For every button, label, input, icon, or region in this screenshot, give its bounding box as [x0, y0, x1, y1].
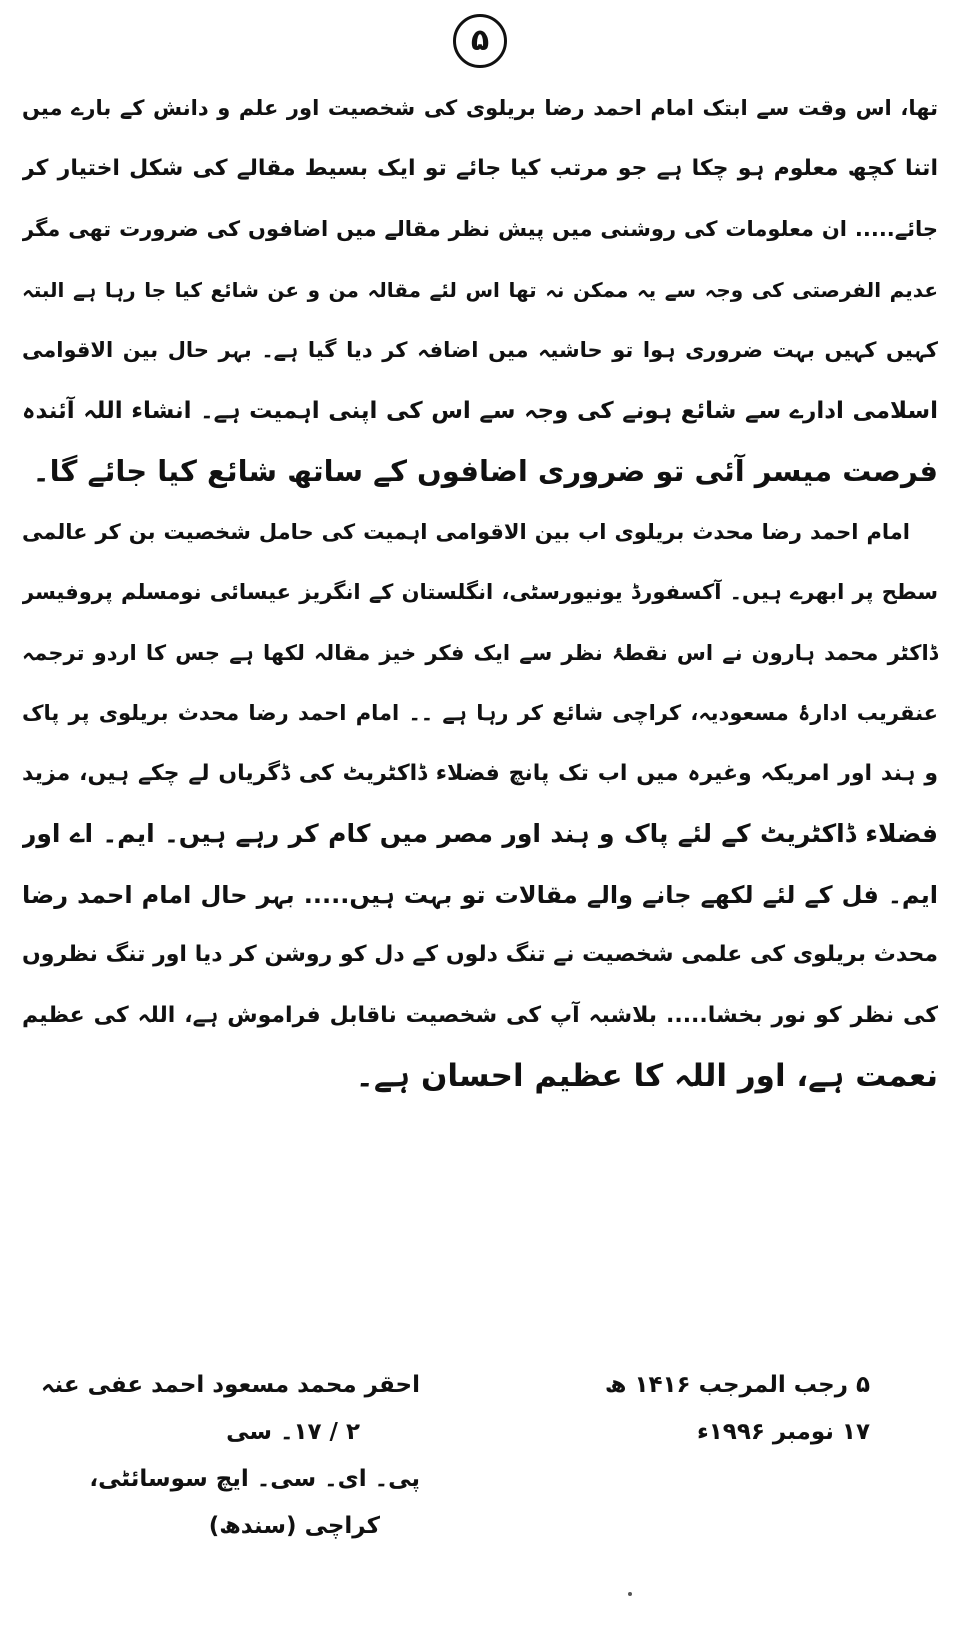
page-number: ۵ — [470, 23, 490, 58]
text-line-14: ایم۔ فل کے لئے لکھے جانے والے مقالات تو بہت ہیں..... بہر حال امام احمد رضا — [22, 880, 938, 909]
text-line-2: اتنا کچھ معلوم ہو چکا ہے جو مرتب کیا جائے تو ایک بسیط مقالے کی شکل اختیار کر — [22, 155, 938, 181]
date-gregorian: ۱۷ نومبر ۱۹۹۶ء — [696, 1419, 870, 1445]
signature-name: احقر محمد مسعود احمد عفی عنہ — [40, 1372, 420, 1398]
text-line-16: کی نظر کو نور بخشا..... بلاشبہ آپ کی شخصیت ناقابل فراموش ہے، اللہ کی عظیم — [22, 1002, 938, 1028]
address-block-number: ۲ / ۱۷۔ سی — [226, 1419, 360, 1445]
text-line-4: عدیم الفرصتی کی وجہ سے یہ ممکن نہ تھا اس لئے مقالہ من و عن شائع کیا جا رہا ہے البتہ — [22, 277, 938, 302]
page-number-badge — [453, 14, 507, 68]
address-city: کراچی (سندھ) — [208, 1513, 380, 1539]
text-line-10: ڈاکٹر محمد ہارون نے اس نقطۂ نظر سے ایک فکر خیز مقالہ لکھا ہے جس کا اردو ترجمہ — [22, 640, 938, 665]
text-line-8: امام احمد رضا محدث بریلوی اب بین الاقوامی اہمیت کی حامل شخصیت بن کر عالمی — [22, 519, 910, 544]
body-text — [22, 78, 938, 1107]
text-line-11: عنقریب ادارۂ مسعودیہ، کراچی شائع کر رہا ہے ۔۔ امام احمد رضا محدث بریلوی پر پاک — [22, 701, 938, 725]
text-line-13: فضلاء ڈاکٹریٹ کے لئے پاک و ہند اور مصر میں کام کر رہے ہیں۔ ایم۔ اے اور — [22, 819, 938, 848]
text-line-9: سطح پر ابھرے ہیں۔ آکسفورڈ یونیورسٹی، انگلستان کے انگریز عیسائی نومسلم پروفیسر — [22, 580, 938, 604]
date-block — [605, 1362, 870, 1456]
text-line-1: تھا، اس وقت سے ابتک امام احمد رضا بریلوی کی شخصیت اور علم و دانش کے بارے میں — [22, 96, 938, 120]
text-line-17: نعمت ہے، اور اللہ کا عظیم احسان ہے۔ — [355, 1058, 938, 1094]
scan-speck — [628, 1592, 632, 1596]
text-line-12: و ہند اور امریکہ وغیرہ میں اب تک پانچ فضلاء ڈاکٹریٹ کی ڈگریاں لے چکے ہیں، مزید — [22, 760, 938, 786]
text-line-15: محدث بریلوی کی علمی شخصیت نے تنگ دلوں کے دل کو روشن کر دیا اور تنگ نظروں — [22, 942, 938, 967]
text-line-3: جائے..... ان معلومات کی روشنی میں پیش نظر مقالے میں اضافوں کی ضرورت تھی مگر — [22, 217, 938, 241]
signature-block — [41, 1362, 420, 1550]
text-line-5: کہیں کہیں بہت ضروری ہوا تو حاشیہ میں اضافہ کر دیا گیا ہے۔ بہر حال بین الاقوامی — [22, 338, 938, 362]
text-line-7: فرصت میسر آئی تو ضروری اضافوں کے ساتھ شائع کیا جائے گا۔ — [32, 454, 938, 488]
text-line-6: اسلامی ادارے سے شائع ہونے کی وجہ سے اس کی اپنی اہمیت ہے۔ انشاء اللہ آئندہ — [22, 397, 938, 424]
address-society: پی۔ ای۔ سی۔ ایچ سوسائٹی، — [89, 1466, 420, 1492]
date-hijri: ۵ رجب المرجب ۱۴۱۶ ھ — [604, 1372, 870, 1398]
